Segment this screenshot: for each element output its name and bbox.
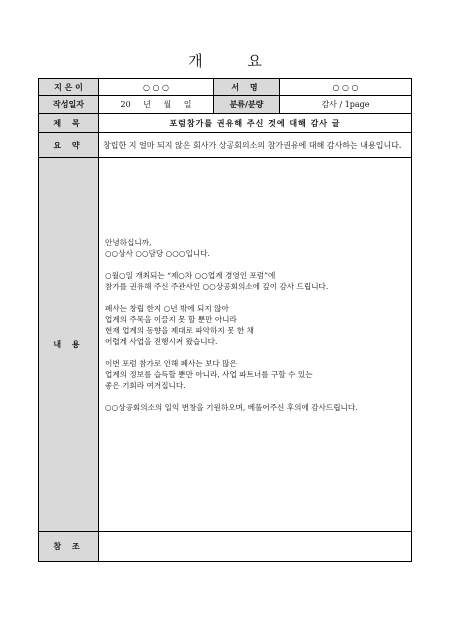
- signature-value[interactable]: ○ ○ ○: [280, 79, 412, 96]
- document-title: 개 요: [188, 52, 282, 70]
- content-line: [105, 259, 405, 270]
- content-body[interactable]: [99, 158, 412, 532]
- date-label: 작성일자: [39, 96, 99, 114]
- category-label: 분류/분량: [214, 96, 280, 114]
- overview-form-table: [38, 78, 412, 562]
- content-line: 참가를 권유해 주신 주관사인 ○○상공회의소에 깊이 감사 드립니다.: [105, 282, 329, 291]
- summary-value[interactable]: 창립한 지 얼마 되지 않은 회사가 상공회의소의 참가권유에 대해 감사하는 내용입니다.: [99, 133, 412, 158]
- content-line: 업계의 주목을 이끌지 못 할 뿐만 아니라: [105, 315, 237, 324]
- content-line: ○○상사 ○○담당 ○○○입니다.: [105, 249, 210, 258]
- author-value[interactable]: ○ ○ ○: [99, 79, 214, 96]
- content-line: [105, 391, 405, 402]
- subject-label: 제 목: [39, 114, 99, 133]
- summary-row: [39, 133, 412, 158]
- date-row: [39, 96, 412, 114]
- content-line: 안녕하십니까,: [105, 238, 152, 247]
- signature-label: 서 명: [214, 79, 280, 96]
- reference-row: [39, 532, 412, 562]
- subject-value[interactable]: 포럼참가를 권유해 주신 것에 대해 감사 글: [99, 114, 412, 133]
- content-line: 어렵게 사업을 진행시켜 왔습니다.: [105, 337, 218, 346]
- reference-value[interactable]: [99, 532, 412, 562]
- summary-label: 요 약: [39, 133, 99, 158]
- date-value[interactable]: 20 년 월 일: [99, 96, 214, 114]
- author-label: 지 은 이: [39, 79, 99, 96]
- content-line: 좋은 기회라 여겨집니다.: [105, 381, 186, 390]
- content-line: 업계의 정보를 습득할 뿐만 아니라, 사업 파트너를 구할 수 있는: [105, 370, 313, 379]
- subject-row: [39, 114, 412, 133]
- content-line: 폐사는 창립 한지 ○년 밖에 되지 않아: [105, 304, 229, 313]
- content-row: [39, 158, 412, 532]
- reference-label: 참 조: [39, 532, 99, 562]
- content-line: 현재 업계의 동향을 제대로 파악하지 못 한 채: [105, 326, 254, 335]
- content-line: [105, 292, 405, 303]
- content-line: 이번 포럼 참가로 인해 폐사는 보다 많은: [105, 359, 237, 368]
- content-line: [105, 347, 405, 358]
- category-value[interactable]: 감사 / 1page: [280, 96, 412, 114]
- content-label: 내 용: [39, 158, 99, 532]
- content-line: ○○상공회의소의 일익 번창을 기원하오며, 베풀어주신 후의에 감사드립니다.: [105, 403, 358, 412]
- author-row: [39, 79, 412, 96]
- content-line: ○월○일 개최되는 “제○차 ○○업계 경영인 포럼”에: [105, 271, 276, 280]
